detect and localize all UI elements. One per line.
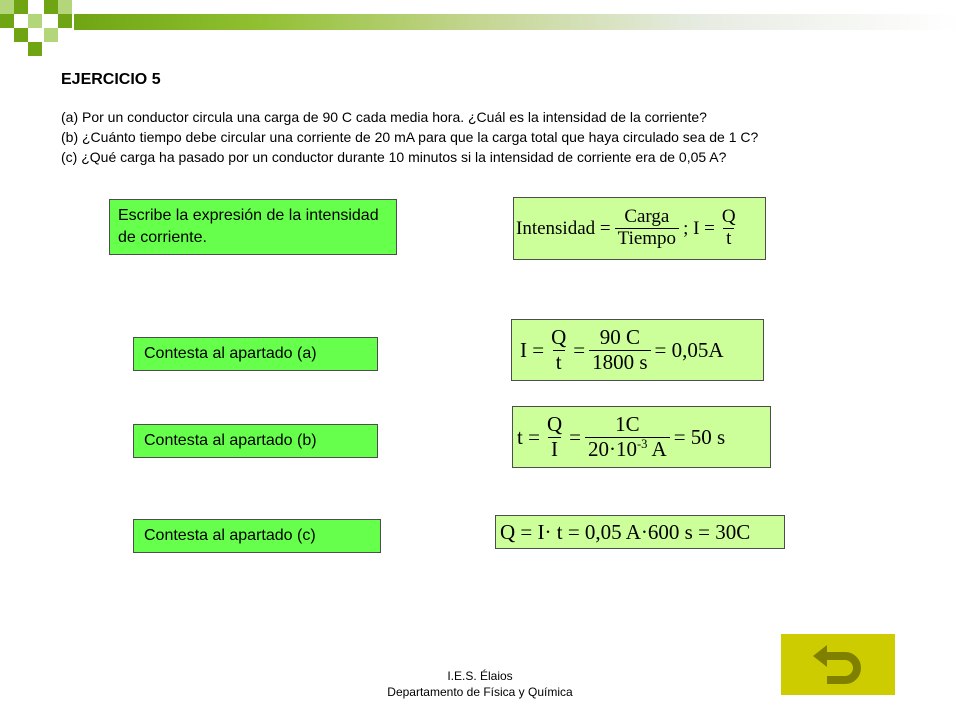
statement-b: (b) ¿Cuánto tiempo debe circular una corriente de 20 mA para que la carga total que haya circulado sea de 1 C? bbox=[61, 129, 759, 145]
statement-a: (a) Por un conductor circula una carga de 90 C cada media hora. ¿Cuál es la intensidad de la corriente? bbox=[61, 109, 707, 125]
return-arrow-icon bbox=[811, 644, 865, 686]
prompt-b-label: Contesta al apartado (b) bbox=[144, 432, 317, 449]
decor-square bbox=[0, 14, 14, 28]
decor-gradient-bar bbox=[74, 14, 960, 30]
answer-a-equation: I = $\frac{Q}{t}$ = $\frac{90 C}{1800 s}$ = 0,05A bbox=[511, 319, 764, 381]
footer-department: Departamento de Física y Química bbox=[387, 685, 573, 699]
formula-equation: Intensidad = $\frac{\text{Carga}}{\text{Tiempo}}$ ; I = $\frac{Q}{t}$ bbox=[513, 197, 766, 260]
fraction: $\frac{Q}{I}$ bbox=[546, 412, 563, 461]
decor-square bbox=[58, 0, 72, 14]
fraction: $\frac{1C}{20\cdot 10^{-3} A}$ bbox=[585, 413, 670, 460]
prompt-b-box[interactable] bbox=[133, 424, 378, 458]
fraction-q-t: $\frac{Q}{t}$ bbox=[721, 206, 736, 249]
fraction: $\frac{Q}{t}$ bbox=[551, 325, 567, 374]
prompt-expression-label: Escribe la expresión de la intensidad de corriente. bbox=[118, 207, 379, 246]
den: $20\cdot 10^{-3}$ A bbox=[585, 437, 670, 461]
answer-c-equation: Q = I· t = 0,05 A·600 s = 30C bbox=[495, 515, 785, 549]
back-button[interactable] bbox=[781, 634, 895, 695]
prompt-a-label: Contesta al apartado (a) bbox=[144, 345, 317, 362]
prompt-c-label: Contesta al apartado (c) bbox=[144, 527, 316, 544]
fraction: $\frac{90 C}{1800 s}$ bbox=[589, 326, 650, 373]
exercise-statements bbox=[61, 107, 881, 167]
decor-square bbox=[44, 0, 58, 14]
prompt-expression-box[interactable] bbox=[109, 199, 397, 255]
decor-square bbox=[28, 42, 42, 56]
fraction-carga-tiempo: $\frac{\text{Carga}}{\text{Tiempo}}$ bbox=[615, 207, 679, 250]
decor-square bbox=[28, 14, 42, 28]
footer-school: I.E.S. Élaios bbox=[447, 669, 513, 683]
decor-square bbox=[14, 28, 28, 42]
decor-square bbox=[0, 0, 14, 14]
prompt-c-box[interactable] bbox=[133, 519, 381, 553]
decor-square bbox=[58, 14, 72, 28]
decor-square bbox=[44, 28, 58, 42]
statement-c: (c) ¿Qué carga ha pasado por un conductor durante 10 minutos si la intensidad de corriente era de 0,05 A? bbox=[61, 149, 727, 165]
prompt-a-box[interactable] bbox=[133, 337, 378, 371]
answer-b-equation: t = $\frac{Q}{I}$ = $\frac{1C}{20\cdot 10^{-3} A}$ = 50 s bbox=[512, 406, 771, 468]
decor-square bbox=[14, 0, 28, 14]
exercise-title: EJERCICIO 5 bbox=[61, 71, 161, 88]
